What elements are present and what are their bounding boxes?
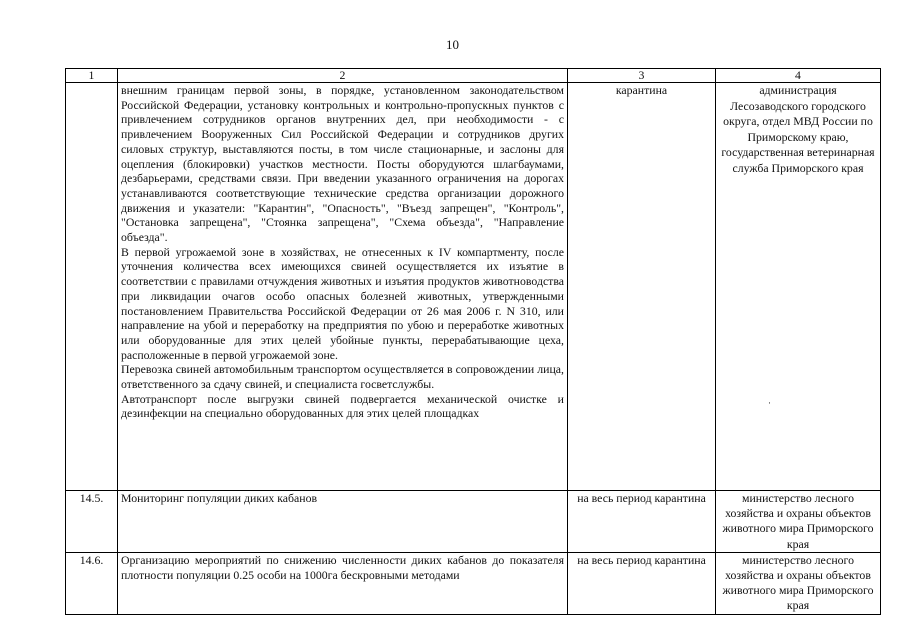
row-responsible: администрация Лесозаводского городского округа, отдел МВД России по Приморскому краю, государственная ветеринарная служба Приморского края: [716, 83, 881, 491]
row-period: на весь период карантина: [568, 491, 716, 553]
row-responsible: министерство лесного хозяйства и охраны объектов животного мира Приморского края: [716, 491, 881, 553]
table-header-row: [66, 69, 881, 83]
row-period: на весь период карантина: [568, 552, 716, 614]
row-number: [66, 83, 118, 491]
column-header-3: 3: [568, 69, 716, 83]
column-header-4: 4: [716, 69, 881, 83]
measures-table: [65, 68, 881, 615]
description-paragraph: В первой угрожаемой зоне в хозяйствах, не отнесенных к IV компартменту, после уточнения количества всех имеющихся свиней осуществляется их изъятие в соответствии с правилами отчуждения животных и изъятия продуктов животноводства при ликвидации очагов особо опасных болезней животных, утвержденными постановлением Правительства Российской Федерации от 26 мая 2006 г. N 310, или направление на убой и переработку на предприятия по убою и переработке животных или оборудованные для этих целей убойные пункты, перерабатывающие цеха, расположенные в первой угрожаемой зоне.: [121, 244, 564, 362]
row-description: [118, 491, 568, 553]
description-paragraph: Мониторинг популяции диких кабанов: [121, 491, 318, 505]
row-number: 14.5.: [66, 491, 118, 553]
row-number: 14.6.: [66, 552, 118, 614]
description-paragraph: Автотранспорт после выгрузки свиней подвергается механической очистке и дезинфекции на специально оборудованных для этих целей площадках: [121, 391, 564, 421]
column-header-1: 1: [66, 69, 118, 83]
row-description: [118, 83, 568, 491]
table-row: [66, 552, 881, 614]
description-paragraph: Организацию мероприятий по снижению численности диких кабанов до показателя плотности популяции 0.25 особи на 1000га бескровными методами: [121, 552, 564, 582]
description-paragraph: внешним границам первой зоны, в порядке, установленном законодательством Российской Федерации, установку контрольных и контрольно-пропускных пунктов с привлечением сотрудников органов внутренних дел, при необходимости - с привлечением Вооруженных Сил Российской Федерации и сотрудников других силовых структур, выставляются посты, в том числе стационарные, и заслоны для оцепления (блокировки) участков местности. Посты оборудуются шлагбаумами, дезбарьерами, средствами связи. При введении указанного ограничения на дорогах устанавливаются соответствующие технические средства организации дорожного движения и указатели: "Карантин", "Опасность", "Въезд запрещен", "Контроль", "Остановка запрещена", "Стоянка запрещена", "Схема объезда", "Направление объезда".: [121, 83, 564, 245]
description-paragraph: Перевозка свиней автомобильным транспортом осуществляется в сопровождении лица, ответственного за сдачу свиней, и специалиста госветслужбы.: [121, 362, 564, 392]
table-row: [66, 491, 881, 553]
row-responsible: министерство лесного хозяйства и охраны объектов животного мира Приморского края: [716, 552, 881, 614]
row-period: карантина: [568, 83, 716, 491]
page-number: 10: [446, 37, 459, 52]
column-header-2: 2: [118, 69, 568, 83]
table-row: [66, 83, 881, 491]
stray-mark: ·: [768, 398, 771, 408]
row-description: [118, 552, 568, 614]
